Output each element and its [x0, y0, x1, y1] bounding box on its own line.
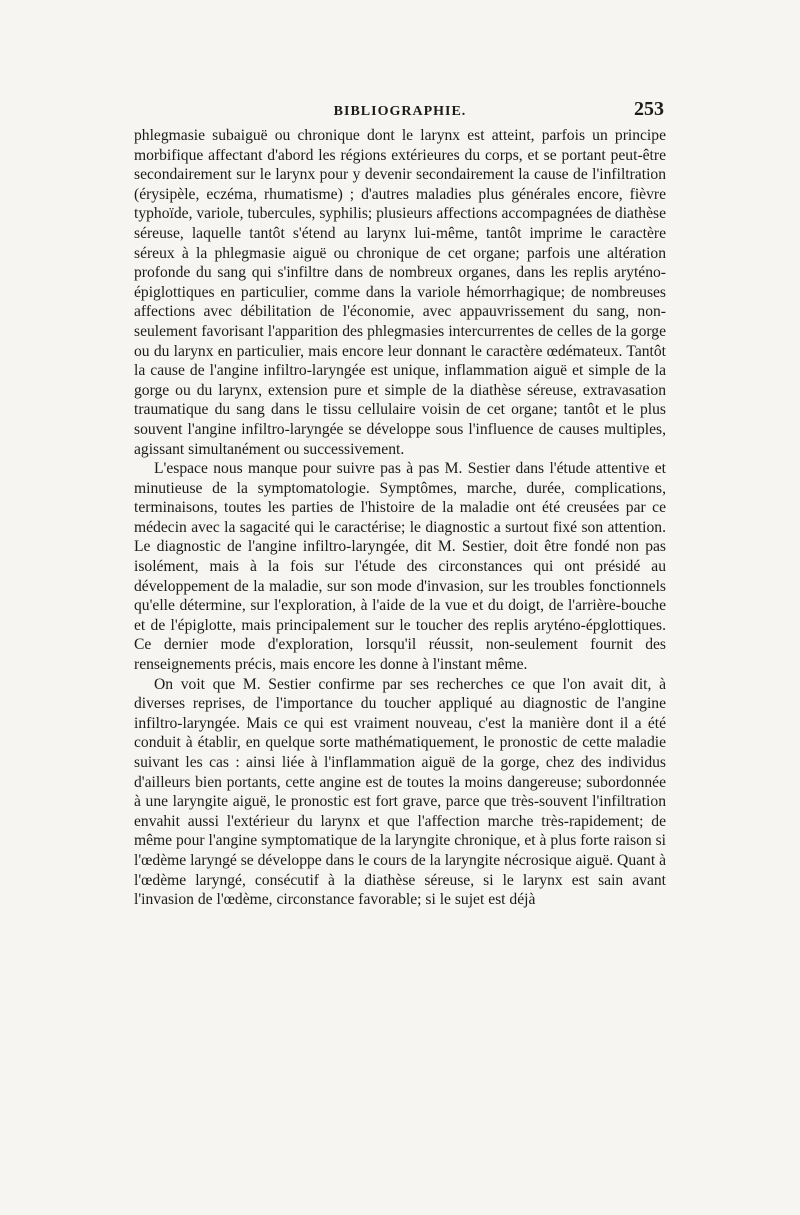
- page-number: 253: [634, 98, 664, 120]
- running-head: [134, 96, 666, 126]
- running-title: BIBLIOGRAPHIE.: [333, 104, 467, 119]
- book-page: [134, 96, 666, 910]
- body-text: [134, 126, 666, 910]
- paragraph-1: phlegmasie subaiguë ou chronique dont le larynx est atteint, parfois un principe morbifique affectant d'abord les régions extérieures du corps, et se portant peut-être secondairement sur le larynx pour y devenir secondairement la cause de l'infiltration (érysipèle, eczéma, rhumatisme) ; d'autres maladies plus générales encore, fièvre typhoïde, variole, tubercules, syphilis; plusieurs affections accompagnées de diathèse séreuse, laquelle tantôt s'étend au larynx lui-même, tantôt imprime le caractère séreux à la phlegmasie aiguë ou chronique de cet organe; parfois une altération profonde du sang qui s'infiltre dans de nombreux organes, dans les replis aryténo-épiglottiques en particulier, comme dans la variole hémorrhagique; de nombreuses affections avec débilitation de l'économie, avec appauvrissement du sang, non-seulement favorisant l'apparition des phlegmasies intercurrentes de celles de la gorge ou du larynx en particulier, mais encore leur donnant le caractère œdémateux. Tantôt la cause de l'angine infiltro-laryngée est unique, inflammation aiguë et simple de la gorge ou du larynx, extension pure et simple de la diathèse séreuse, extravasation traumatique du sang dans le tissu cellulaire voisin de cet organe; tantôt et le plus souvent l'angine infiltro-laryngée se développe sous l'influence de causes multiples, agissant simultanément ou successivement.: [134, 127, 666, 458]
- paragraph-3: On voit que M. Sestier confirme par ses recherches ce que l'on avait dit, à diverses reprises, de l'importance du toucher appliqué au diagnostic de l'angine infiltro-laryngée. Mais ce qui est vraiment nouveau, c'est la manière dont il a été conduit à établir, en quelque sorte mathématiquement, le pronostic de cette maladie suivant les cas : ainsi liée à l'inflammation aiguë de la gorge, chez des individus d'ailleurs bien portants, cette angine est de toutes la moins dangereuse; subordonnée à une laryngite aiguë, le pronostic est fort grave, parce que très-souvent l'infiltration envahit aussi l'extérieur du larynx et que l'affection marche très-rapidement; de même pour l'angine symptomatique de la laryngite chronique, et à plus forte raison si l'œdème laryngé se développe dans le cours de la laryngite nécrosique aiguë. Quant à l'œdème laryngé, consécutif à la diathèse séreuse, si le larynx est sain avant l'invasion de l'œdème, circonstance favorable; si le sujet est déjà: [134, 675, 666, 909]
- paragraph-2: L'espace nous manque pour suivre pas à pas M. Sestier dans l'étude attentive et minutieuse de la symptomatologie. Symptômes, marche, durée, complications, terminaisons, toutes les parties de l'histoire de la maladie ont été creusées par ce médecin avec la sagacité qui le caractérise; le diagnostic a surtout fixé son attention. Le diagnostic de l'angine infiltro-laryngée, dit M. Sestier, doit être fondé non pas isolément, mais à la fois sur l'étude des circonstances qui ont présidé au développement de la maladie, sur son mode d'invasion, sur les troubles fonctionnels qu'elle détermine, sur l'exploration, à l'aide de la vue et du doigt, de l'arrière-bouche et de l'épiglotte, mais principalement sur le toucher des replis aryténo-épglottiques. Ce dernier mode d'exploration, lorsqu'il réussit, non-seulement fournit des renseignements précis, mais encore les donne à l'instant même.: [134, 460, 666, 674]
